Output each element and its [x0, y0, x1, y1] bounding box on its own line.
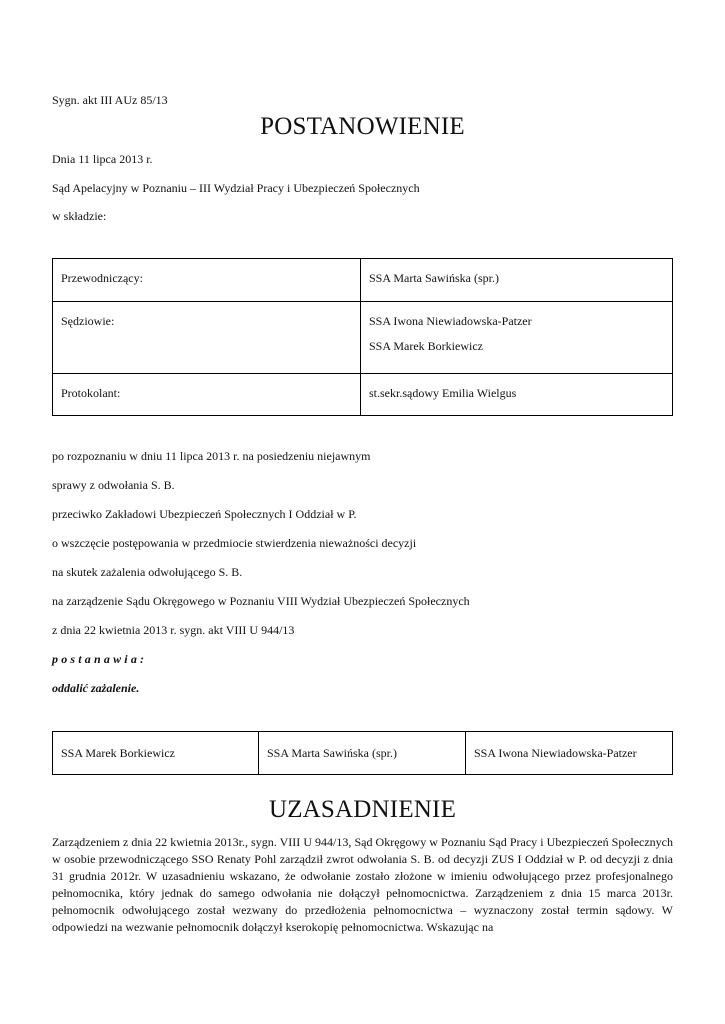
ruling-keyword: postanawia:: [52, 652, 148, 666]
proceedings-line: o wszczęcie postępowania w przedmiocie stwierdzenia nieważności decyzji: [52, 536, 417, 550]
proceedings-line: przeciwko Zakładowi Ubezpieczeń Społecznych I Oddział w P.: [52, 507, 357, 521]
judge-name: SSA Iwona Niewiadowska-Patzer: [369, 314, 532, 328]
ruling-date: Dnia 11 lipca 2013 r.: [52, 152, 153, 166]
court-name: Sąd Apelacyjny w Poznaniu – III Wydział Pracy i Ubezpieczeń Społecznych: [52, 181, 420, 195]
table-row: [53, 374, 673, 416]
table-row: [53, 259, 673, 302]
justification-title: UZASADNIENIE: [268, 796, 457, 823]
composition-table: [52, 258, 673, 416]
proceedings-line: z dnia 22 kwietnia 2013 r. sygn. akt VIII U 944/13: [52, 623, 295, 637]
table-row: [53, 302, 673, 374]
clerk-label: Protokolant:: [53, 374, 361, 416]
signature-cell: SSA Iwona Niewiadowska-Patzer: [466, 732, 673, 775]
document-title: POSTANOWIENIE: [260, 113, 465, 140]
justification-paragraph: Zarządzeniem z dnia 22 kwietnia 2013r., sygn. VIII U 944/13, Sąd Okręgowy w Poznaniu Sąd Pracy i Ubezpieczeń Społecznych w osobie przewodniczącego SSO Renaty Pohl zarządził zwrot odwołania S. B. od decyzji ZUS I Oddział w P. od decyzji z dnia 31 grudnia 2012r. W uzasadnieniu wskazano, że odwołanie zostało złożone w imieniu odwołującego przez profesjonalnego pełnomocnika, który jednak do samego odwołania nie dołączył pełnomocnictwa. Zarządzeniem z dnia 15 marca 2013r. pełnomocnik odwołującego został wezwany do przedłożenia pełnomocnictwa – wyznaczony został termin sądowy. W odpowiedzi na wezwanie pełnomocnik dołączył kserokopię pełnomocnictwa. Wskazując na: [52, 835, 673, 934]
composition-intro: w składzie:: [52, 209, 107, 223]
signatures-table: [52, 731, 673, 775]
table-row: [53, 732, 673, 775]
proceedings-line: na zarządzenie Sądu Okręgowego w Poznaniu VIII Wydział Ubezpieczeń Społecznych: [52, 594, 470, 608]
case-signature: Sygn. akt III AUz 85/13: [52, 93, 168, 107]
proceedings-line: po rozpoznaniu w dniu 11 lipca 2013 r. na posiedzeniu niejawnym: [52, 449, 371, 463]
chair-label: Przewodniczący:: [53, 259, 361, 302]
judges-label: Sędziowie:: [53, 302, 361, 374]
clerk-value: st.sekr.sądowy Emilia Wielgus: [361, 374, 673, 416]
proceedings-line: sprawy z odwołania S. B.: [52, 478, 175, 492]
proceedings-line: na skutek zażalenia odwołującego S. B.: [52, 565, 243, 579]
ruling-decision: oddalić zażalenie.: [52, 681, 140, 695]
judge-name: SSA Marek Borkiewicz: [369, 339, 483, 353]
signature-cell: SSA Marta Sawińska (spr.): [259, 732, 466, 775]
signature-cell: SSA Marek Borkiewicz: [53, 732, 259, 775]
judges-cell: [361, 302, 673, 374]
chair-value: SSA Marta Sawińska (spr.): [361, 259, 673, 302]
